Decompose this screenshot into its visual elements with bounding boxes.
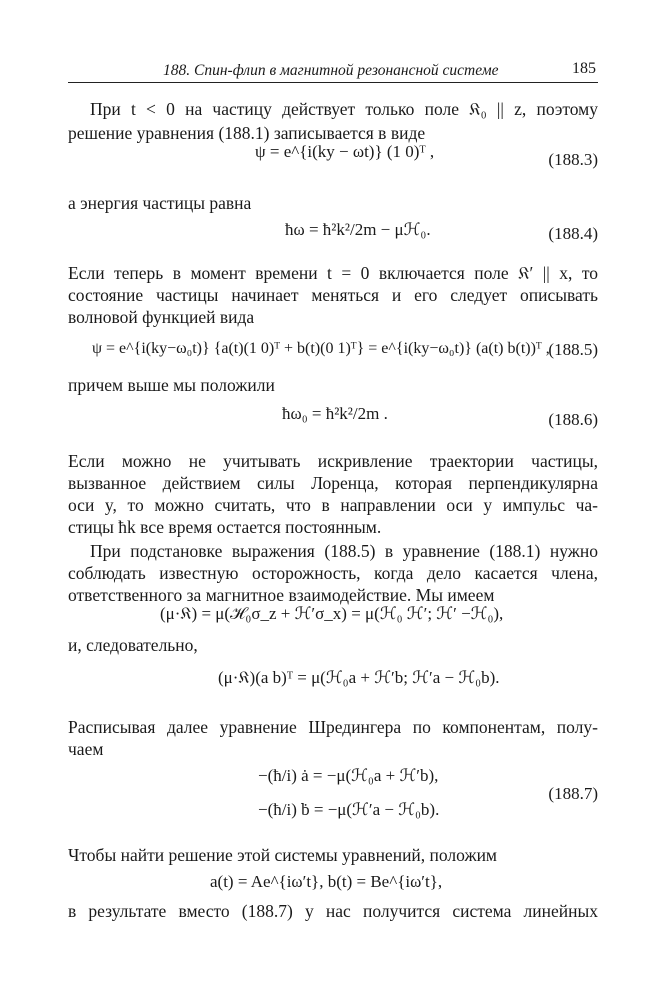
text-line-10: оси y, то можно считать, что в направлении оси y импульс ча- xyxy=(68,495,598,515)
eq-188-3-text: ψ = e^{i(ky − ωt)} (1 0)ᵀ , xyxy=(255,142,435,161)
equation-mu-dot-h-ab xyxy=(218,668,499,688)
page-number: 185 xyxy=(572,60,596,77)
text-line-13: соблюдать известную осторожность, когда дело касается члена, xyxy=(68,563,598,583)
eq-mu-dot-h-text: (μ·𝔎) = μ(ℋ₀σ_z + ℋ′σ_x) = μ(ℋ₀ ℋ′; ℋ′ −ℋ₀), xyxy=(160,604,504,623)
text-line-8: Если можно не учитывать искривление траектории частицы, xyxy=(68,451,598,471)
text-line-7: причем выше мы положили xyxy=(68,375,275,395)
equation-188-3 xyxy=(255,142,434,162)
eq-number-188-4: (188.4) xyxy=(548,224,598,243)
text-line-5: состояние частицы начинает меняться и его следует описывать xyxy=(68,285,598,305)
text-line-12: При подстановке выражения (188.5) в уравнение (188.1) нужно xyxy=(90,541,598,561)
running-header xyxy=(68,60,598,83)
eq-188-4-text: ħω = ħ²k²/2m − μℋ₀. xyxy=(285,220,431,239)
eq-188-6-text: ħω₀ = ħ²k²/2m . xyxy=(282,404,388,423)
equation-mu-dot-h xyxy=(160,604,503,624)
eq-number-188-3: (188.3) xyxy=(548,150,598,169)
equation-188-7a xyxy=(258,766,438,786)
text-line-6: волновой функцией вида xyxy=(68,307,255,327)
eq-number-188-6: (188.6) xyxy=(548,410,598,429)
eq-mu-dot-h-ab-text: (μ·𝔎)(a b)ᵀ = μ(ℋ₀a + ℋ′b; ℋ′a − ℋ₀b). xyxy=(218,668,500,687)
equation-188-4 xyxy=(285,220,431,240)
eq-188-7b-text: −(ħ/i) ḃ = −μ(ℋ′a − ℋ₀b). xyxy=(258,800,440,819)
text-line-9: вызванное действием силы Лоренца, которая перпендикулярна xyxy=(68,473,598,493)
equation-188-6 xyxy=(282,404,388,424)
eq-188-5-text: ψ = e^{i(ky−ω₀t)} {a(t)(1 0)ᵀ + b(t)(0 1)ᵀ} = e^{i(ky−ω₀t)} (a(t) b(t))ᵀ , xyxy=(92,340,550,357)
eq-number-188-7: (188.7) xyxy=(548,784,598,803)
text-line-16: Расписывая далее уравнение Шредингера по компонентам, полу- xyxy=(68,717,598,737)
text-line-17: чаем xyxy=(68,739,104,759)
text-line-14: ответственного за магнитное взаимодействие. Мы имеем xyxy=(68,585,495,605)
eq-188-7a-text: −(ħ/i) ȧ = −μ(ℋ₀a + ℋ′b), xyxy=(258,766,439,785)
text-line-1: При t < 0 на частицу действует только поле 𝔎₀ || z, поэтому xyxy=(90,99,598,119)
eq-number-188-5: (188.5) xyxy=(548,340,598,359)
text-line-18: Чтобы найти решение этой системы уравнений, положим xyxy=(68,845,498,865)
text-line-2: решение уравнения (188.1) записывается в виде xyxy=(68,123,426,143)
text-line-3: а энергия частицы равна xyxy=(68,193,252,213)
equation-188-5 xyxy=(92,340,550,358)
header-title: 188. Спин-флип в магнитной резонансной системе xyxy=(163,62,499,79)
eq-ansatz-text: a(t) = Ae^{iω′t}, b(t) = Be^{iω′t}, xyxy=(210,872,443,891)
equation-ansatz xyxy=(210,872,442,892)
text-line-19: в результате вместо (188.7) у нас получится система линейных xyxy=(68,901,598,921)
equation-188-7b xyxy=(258,800,439,820)
text-line-4: Если теперь в момент времени t = 0 включается поле 𝔎′ || x, то xyxy=(68,263,598,283)
text-line-15: и, следовательно, xyxy=(68,635,198,655)
text-line-11: стицы ħk все время остается постоянным. xyxy=(68,517,382,537)
